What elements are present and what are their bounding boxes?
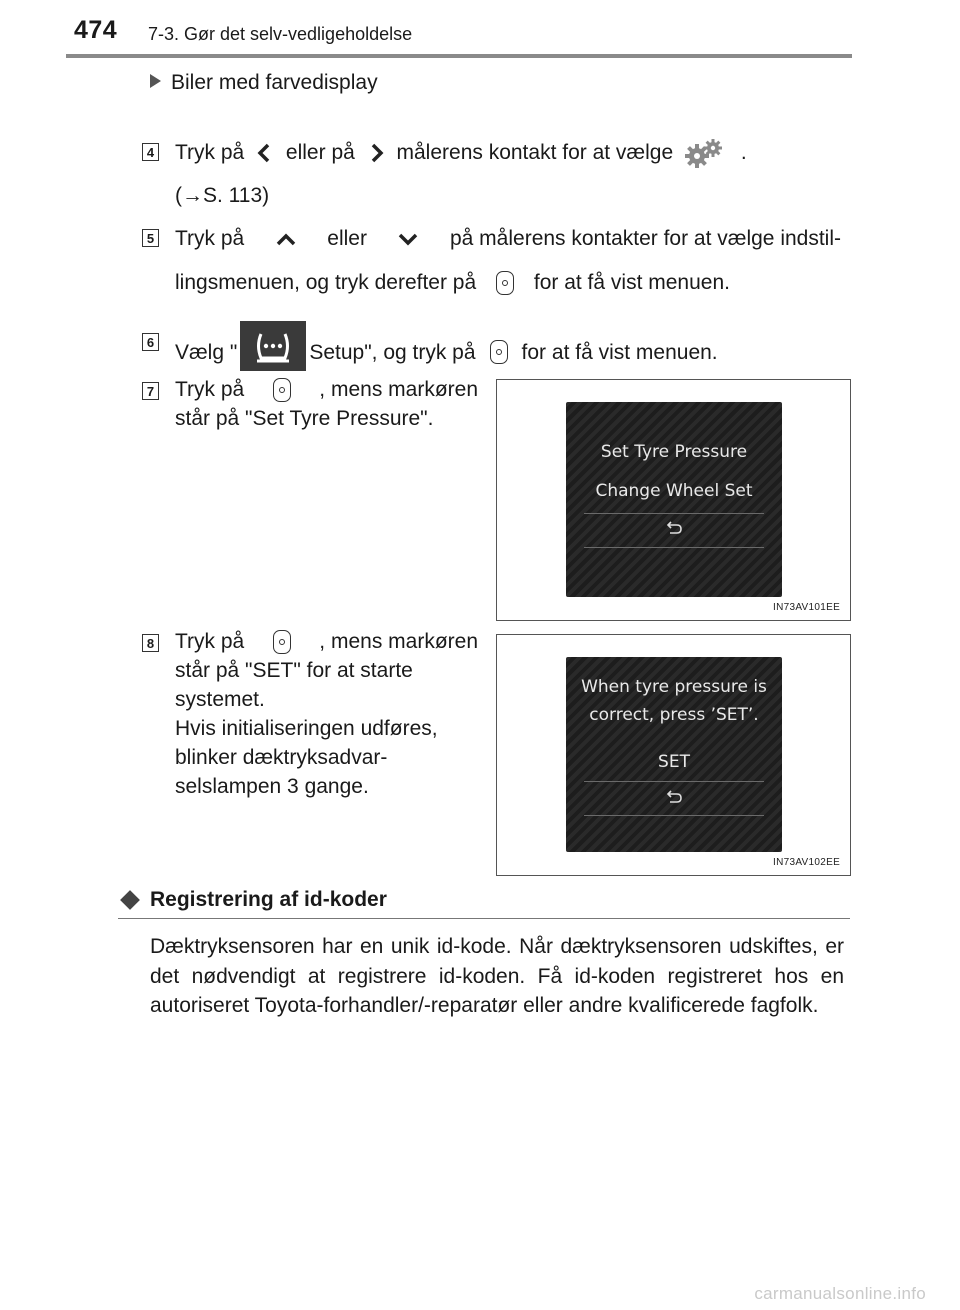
return-arrow-icon xyxy=(665,790,683,804)
screen-set-option: SET xyxy=(658,752,690,772)
step-7-text-b: , mens markøren xyxy=(319,378,478,401)
step-number-7: 7 xyxy=(142,382,159,400)
screen-divider xyxy=(584,547,764,548)
step-7-line-1 xyxy=(175,375,478,404)
step-5-text-a: Tryk på xyxy=(175,227,245,250)
subtitle-text: Biler med farvedisplay xyxy=(171,71,378,94)
step-5-text-e: for at få vist menuen. xyxy=(533,271,730,294)
screen-message: correct, press ’SET’. xyxy=(589,705,759,725)
step-number-8: 8 xyxy=(142,634,159,652)
screen-divider xyxy=(584,815,764,816)
diamond-bullet-icon xyxy=(120,890,140,910)
section-title: 7-3. Gør det selv-vedligeholdelse xyxy=(148,24,413,44)
step-8-text: står på "SET" for at starte xyxy=(175,659,413,682)
display-screen xyxy=(566,402,782,597)
display-screen xyxy=(566,657,782,852)
section-paragraph: Dæktryksensoren har en unik id-kode. Når dæktryksensoren udskiftes, er det nødvendigt at registrere id-koden. Få id-koden registreret hos en autoriseret Toyota-forhandler/-reparatør eller andre kvalificerede fagfolk. xyxy=(150,935,844,1017)
screen-menu-item: Set Tyre Pressure xyxy=(600,442,748,462)
step-8-line-4: Hvis initialiseringen udføres, xyxy=(175,717,438,740)
chevron-left-icon xyxy=(250,140,280,166)
settings-gear-icon xyxy=(679,138,735,168)
return-arrow-icon xyxy=(665,521,683,535)
step-5-text-d: lingsmenuen, og tryk derefter på xyxy=(175,271,477,294)
screen-divider xyxy=(584,781,764,782)
step-number-6: 6 xyxy=(142,333,159,351)
ok-button-icon xyxy=(273,378,291,402)
step-6-text-b: Setup", og tryk på xyxy=(309,340,476,364)
screen-divider xyxy=(584,513,764,514)
step-4-page-reference: (→S. 113) xyxy=(175,184,270,207)
watermark: carmanualsonline.info xyxy=(754,1284,926,1303)
step-4-line-1 xyxy=(175,138,747,168)
step-6-line-1 xyxy=(175,327,718,377)
step-4-text-c: målerens kontakt for at vælge xyxy=(396,141,674,164)
arrow-bullet-icon xyxy=(150,74,161,88)
step-6-text-c: for at få vist menuen. xyxy=(521,340,718,364)
step-7-text-a: Tryk på xyxy=(175,378,245,401)
header-rule xyxy=(66,54,852,58)
step-8-line-5: blinker dæktryksadvar- xyxy=(175,746,388,769)
step-6-text-a: Vælg " xyxy=(175,340,238,364)
tpms-setup-icon xyxy=(240,321,306,371)
step-8-text-b: , mens markøren xyxy=(319,630,478,653)
step-8-line-2 xyxy=(175,656,478,685)
section-rule xyxy=(118,918,850,919)
step-4-text-d: . xyxy=(740,141,747,164)
step-number-5: 5 xyxy=(142,229,159,247)
screen-menu-item: Change Wheel Set xyxy=(595,481,753,501)
figure-set-tyre-pressure xyxy=(496,379,851,621)
step-5-text-c: på målerens kontakter for at vælge indstil- xyxy=(449,227,841,250)
step-7-line-2: står på "Set Tyre Pressure". xyxy=(175,407,434,430)
chevron-up-icon xyxy=(272,227,300,251)
figure-code: IN73AV101EE xyxy=(773,602,841,613)
step-8-line-3: systemet. xyxy=(175,688,265,711)
chevron-down-icon xyxy=(394,227,422,251)
figure-code: IN73AV102EE xyxy=(773,857,841,868)
step-8-text-a: Tryk på xyxy=(175,630,245,653)
step-5-line-1 xyxy=(175,224,841,253)
step-8-line-6: selslampen 3 gange. xyxy=(175,775,369,798)
section-heading: Registrering af id-koder xyxy=(150,888,387,911)
ok-button-icon xyxy=(490,340,508,364)
step-number-4: 4 xyxy=(142,143,159,161)
step-4-text-b: eller på xyxy=(285,141,355,164)
ok-button-icon xyxy=(273,630,291,654)
step-8-line-1 xyxy=(175,627,478,656)
chevron-right-icon xyxy=(361,140,391,166)
screen-message: When tyre pressure is xyxy=(581,677,767,697)
figure-set-confirmation xyxy=(496,634,851,876)
page-number: 474 xyxy=(74,16,118,44)
vehicle-variant-subtitle xyxy=(150,68,378,97)
ok-button-icon xyxy=(496,271,514,295)
step-5-line-2 xyxy=(175,268,730,297)
step-5-text-b: eller xyxy=(327,227,367,250)
step-4-text-a: Tryk på xyxy=(175,141,245,164)
